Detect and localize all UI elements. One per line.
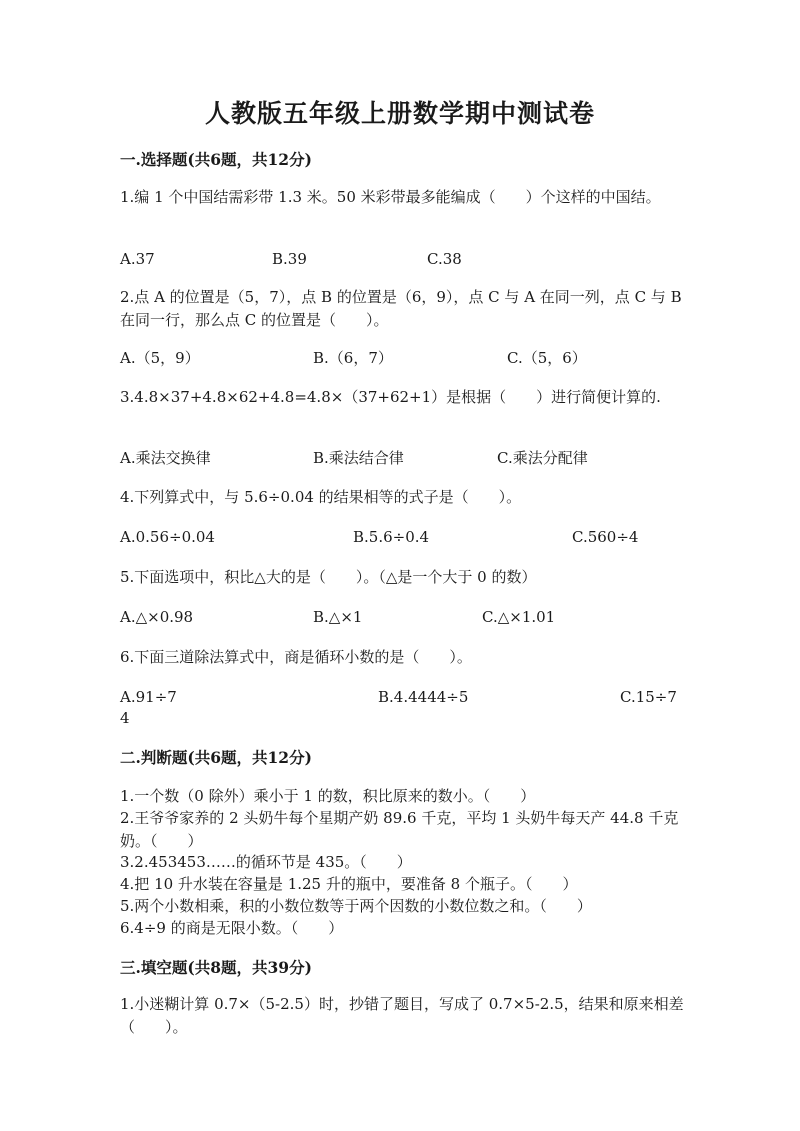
question-text: 1.编 1 个中国结需彩带 1.3 米。50 米彩带最多能编成（ ）个这样的中国结。 (120, 188, 661, 206)
options-row (120, 686, 686, 709)
option-c: C.15÷7 (620, 688, 677, 706)
question-text: 5.下面选项中，积比△大的是（ ）。（△是一个大于 0 的数） (120, 568, 537, 586)
option-b: B.4.4444÷5 (378, 688, 469, 706)
option-c: C.（5，6） (507, 349, 587, 367)
question-text: 4.下列算式中，与 5.6÷0.04 的结果相等的式子是（ ）。 (120, 488, 522, 506)
page-title: 人教版五年级上册数学期中测试卷 (204, 99, 595, 128)
option-a: A.△×0.98 (120, 608, 194, 626)
option-a: A.37 (120, 250, 155, 268)
judgement-item: 3.2.453453……的循环节是 435。（ ） (120, 853, 412, 871)
option-b: B.乘法结合律 (313, 449, 404, 467)
option-c: C.38 (427, 250, 462, 268)
question-text: 3.4.8×37+4.8×62+4.8=4.8×（37+62+1）是根据（ ）进行简便计算的. (120, 388, 661, 406)
option-b: B.5.6÷0.4 (353, 528, 430, 546)
option-a: A.91÷7 (120, 688, 177, 706)
judgement-item: 1.一个数（0 除外）乘小于 1 的数，积比原来的数小。（ ） (120, 787, 536, 805)
question-text: 1.小迷糊计算 0.7×（5-2.5）时，抄错了题目，写成了 0.7×5-2.5，结果和原来相差（ ）。 (120, 995, 684, 1036)
question-text: 6.下面三道除法算式中，商是循环小数的是（ ）。 (120, 648, 472, 666)
section-heading-fill: 三.填空题(共8题，共39分) (120, 958, 312, 977)
judgement-item: 6.4÷9 的商是无限小数。（ ） (120, 919, 344, 937)
option-c: C.乘法分配律 (497, 449, 588, 467)
judgement-item: 2.王爷爷家养的 2 头奶牛每个星期产奶 89.6 千克，平均 1 头奶牛每天产 44.8 千克奶。（ ） (120, 809, 679, 850)
options-row (120, 347, 686, 370)
section-heading-choice: 一.选择题(共6题，共12分) (120, 150, 312, 169)
options-row (120, 447, 686, 470)
question-text: 2.点 A 的位置是（5，7），点 B 的位置是（6，9），点 C 与 A 在同一列，点 C 与 B 在同一行，那么点 C 的位置是（ ）。 (120, 288, 682, 329)
option-c: C.△×1.01 (482, 608, 556, 626)
option-c: C.560÷4 (572, 528, 639, 546)
options-row (120, 606, 686, 629)
option-b: B.△×1 (313, 608, 363, 626)
option-a: A.乘法交换律 (120, 449, 211, 467)
options-row (120, 248, 686, 271)
option-overflow-text: 4 (120, 709, 130, 727)
judgement-item: 4.把 10 升水装在容量是 1.25 升的瓶中，要准备 8 个瓶子。（ ） (120, 875, 578, 893)
section-heading-judgement: 二.判断题(共6题，共12分) (120, 748, 312, 767)
judgement-item: 5.两个小数相乘，积的小数位数等于两个因数的小数位数之和。（ ） (120, 897, 592, 915)
option-a: A.（5，9） (120, 349, 200, 367)
option-b: B.39 (272, 250, 307, 268)
option-a: A.0.56÷0.04 (120, 528, 215, 546)
options-row (120, 526, 686, 549)
option-b: B.（6，7） (313, 349, 393, 367)
